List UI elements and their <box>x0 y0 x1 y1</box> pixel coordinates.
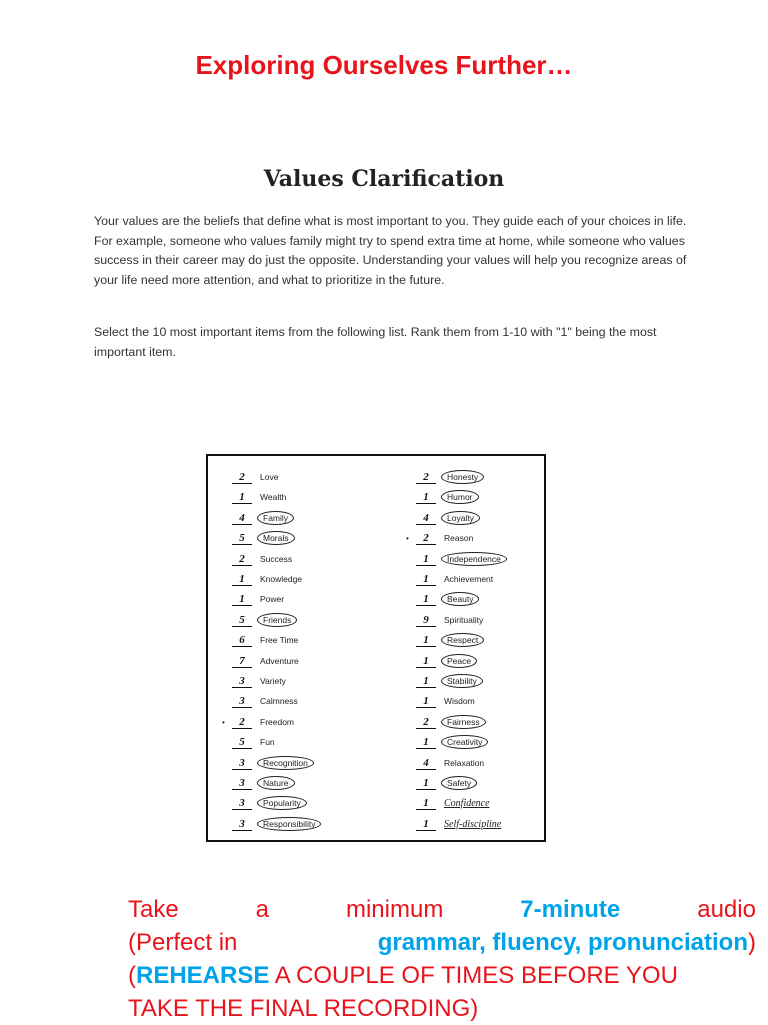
value-item <box>232 590 287 608</box>
instruction-line <box>128 893 756 926</box>
instruction-text: TAKE THE FINAL RECORDING) <box>128 995 479 1022</box>
value-label: Adventure <box>260 656 299 666</box>
value-item <box>416 468 484 486</box>
value-rank: 4 <box>232 512 252 525</box>
value-rank: 1 <box>416 675 436 688</box>
value-label: Stability <box>441 674 483 688</box>
value-label: Peace <box>441 654 477 668</box>
value-item <box>232 794 307 812</box>
value-label: Wisdom <box>444 696 475 706</box>
value-item <box>416 733 488 751</box>
value-rank: 1 <box>416 736 436 749</box>
value-item <box>232 815 321 833</box>
value-item <box>232 631 301 649</box>
value-item <box>416 754 487 772</box>
value-label: Fairness <box>441 715 486 729</box>
value-rank: 3 <box>232 695 252 708</box>
value-item <box>416 815 504 833</box>
instruction-line <box>128 926 756 959</box>
value-label: Relaxation <box>444 758 485 768</box>
value-label: Morals <box>257 531 295 545</box>
value-item <box>232 774 295 792</box>
value-item <box>416 692 478 710</box>
value-item <box>232 468 281 486</box>
value-label: Popularity <box>257 796 307 810</box>
value-label: Loyalty <box>441 511 480 525</box>
instruction-word: minimum <box>345 896 444 923</box>
instruction-text: (Perfect in <box>128 929 238 956</box>
value-item <box>232 611 297 629</box>
instruction-criteria: grammar, fluency, pronunciation <box>377 929 748 956</box>
value-rank: 1 <box>416 593 436 606</box>
value-item <box>232 550 295 568</box>
value-rank: 2 <box>416 716 436 729</box>
value-item <box>232 672 289 690</box>
value-rank: 1 <box>416 818 436 831</box>
instruction-line <box>128 992 756 1025</box>
values-ranking-sheet <box>206 454 546 842</box>
value-item <box>416 631 484 649</box>
value-label: Power <box>260 594 285 604</box>
value-rank: 1 <box>416 573 436 586</box>
value-rank: 1 <box>416 797 436 810</box>
instruction-word: audio <box>697 896 756 923</box>
value-rank: 1 <box>416 634 436 647</box>
value-item <box>232 529 295 547</box>
instruction-word: a <box>255 896 270 923</box>
value-item <box>416 672 483 690</box>
worksheet-intro-paragraph: Your values are the beliefs that define what is most important to you. They guide each of your choices in life. For example, someone who values family might try to spend extra time at home, while someone who values success in their career may do just the opposite. Understanding your values will help you recognize areas of your life need more attention, and what to prioritize in the future. <box>94 214 687 287</box>
value-item <box>416 529 476 547</box>
value-item <box>416 590 479 608</box>
value-item <box>232 570 305 588</box>
value-item <box>416 570 496 588</box>
value-rank: 2 <box>416 532 436 545</box>
dot-mark: • <box>406 534 409 543</box>
value-item <box>232 733 278 751</box>
value-label: Nature <box>257 776 295 790</box>
value-item <box>232 509 294 527</box>
value-item <box>232 488 289 506</box>
value-rank: 9 <box>416 614 436 627</box>
value-label: Love <box>260 472 279 482</box>
value-rank: 1 <box>232 491 252 504</box>
value-item <box>416 509 480 527</box>
dot-mark: • <box>222 718 225 727</box>
value-label: Self-discipline <box>444 818 502 830</box>
value-rank: 3 <box>232 818 252 831</box>
value-item <box>232 652 302 670</box>
value-item <box>416 611 486 629</box>
value-rank: 1 <box>232 593 252 606</box>
instruction-word: Take <box>128 896 179 923</box>
instruction-line <box>128 959 756 992</box>
value-item <box>232 713 297 731</box>
value-rank: 2 <box>232 471 252 484</box>
value-rank: 2 <box>232 716 252 729</box>
value-rank: 1 <box>416 777 436 790</box>
instruction-text: ) <box>748 929 756 956</box>
value-item <box>232 692 301 710</box>
value-label: Achievement <box>444 574 494 584</box>
value-item <box>416 652 477 670</box>
value-label: Safety <box>441 776 477 790</box>
value-label: Spirituality <box>444 615 484 625</box>
page-title: Exploring Ourselves Further… <box>195 50 573 80</box>
instruction-text: ( <box>128 962 136 989</box>
value-label: Family <box>257 511 294 525</box>
worksheet-instruction-paragraph: Select the 10 most important items from the following list. Rank them from 1-10 with "1" being the most important item. <box>94 325 657 359</box>
value-label: Fun <box>260 737 275 747</box>
value-item <box>416 550 507 568</box>
value-rank: 2 <box>416 471 436 484</box>
value-label: Honesty <box>441 470 484 484</box>
worksheet-heading: Values Clarification <box>263 166 505 192</box>
instruction-emphasis: REHEARSE <box>136 962 270 989</box>
value-rank: 2 <box>232 553 252 566</box>
value-rank: 1 <box>416 655 436 668</box>
value-label: Free Time <box>260 635 299 645</box>
value-rank: 7 <box>232 655 252 668</box>
value-label: Wealth <box>260 492 287 502</box>
value-label: Success <box>260 554 293 564</box>
value-label: Creativity <box>441 735 488 749</box>
value-rank: 1 <box>232 573 252 586</box>
value-rank: 4 <box>416 757 436 770</box>
value-rank: 1 <box>416 491 436 504</box>
value-rank: 3 <box>232 757 252 770</box>
value-label: Humor <box>441 490 479 504</box>
value-label: Beauty <box>441 592 479 606</box>
value-item <box>416 488 479 506</box>
value-rank: 1 <box>416 695 436 708</box>
value-item <box>416 713 486 731</box>
instruction-duration: 7-minute <box>520 896 621 923</box>
value-rank: 5 <box>232 532 252 545</box>
value-rank: 4 <box>416 512 436 525</box>
value-item <box>416 774 477 792</box>
value-label: Knowledge <box>260 574 303 584</box>
value-label: Responsibility <box>257 817 321 831</box>
value-label: Respect <box>441 633 484 647</box>
value-label: Friends <box>257 613 297 627</box>
value-label: Calmness <box>260 696 298 706</box>
value-label: Variety <box>260 676 286 686</box>
value-rank: 6 <box>232 634 252 647</box>
instruction-text: A COUPLE OF TIMES BEFORE YOU <box>269 962 678 989</box>
value-label: Freedom <box>260 717 295 727</box>
value-label: Reason <box>444 533 474 543</box>
value-rank: 3 <box>232 797 252 810</box>
value-rank: 1 <box>416 553 436 566</box>
value-rank: 3 <box>232 777 252 790</box>
value-label: Recognition <box>257 756 314 770</box>
value-item <box>416 794 493 812</box>
value-label: Confidence <box>444 797 490 809</box>
value-rank: 5 <box>232 736 252 749</box>
value-rank: 3 <box>232 675 252 688</box>
value-item <box>232 754 314 772</box>
assignment-instructions <box>128 893 756 1025</box>
value-label: Independence <box>441 552 507 566</box>
value-rank: 5 <box>232 614 252 627</box>
